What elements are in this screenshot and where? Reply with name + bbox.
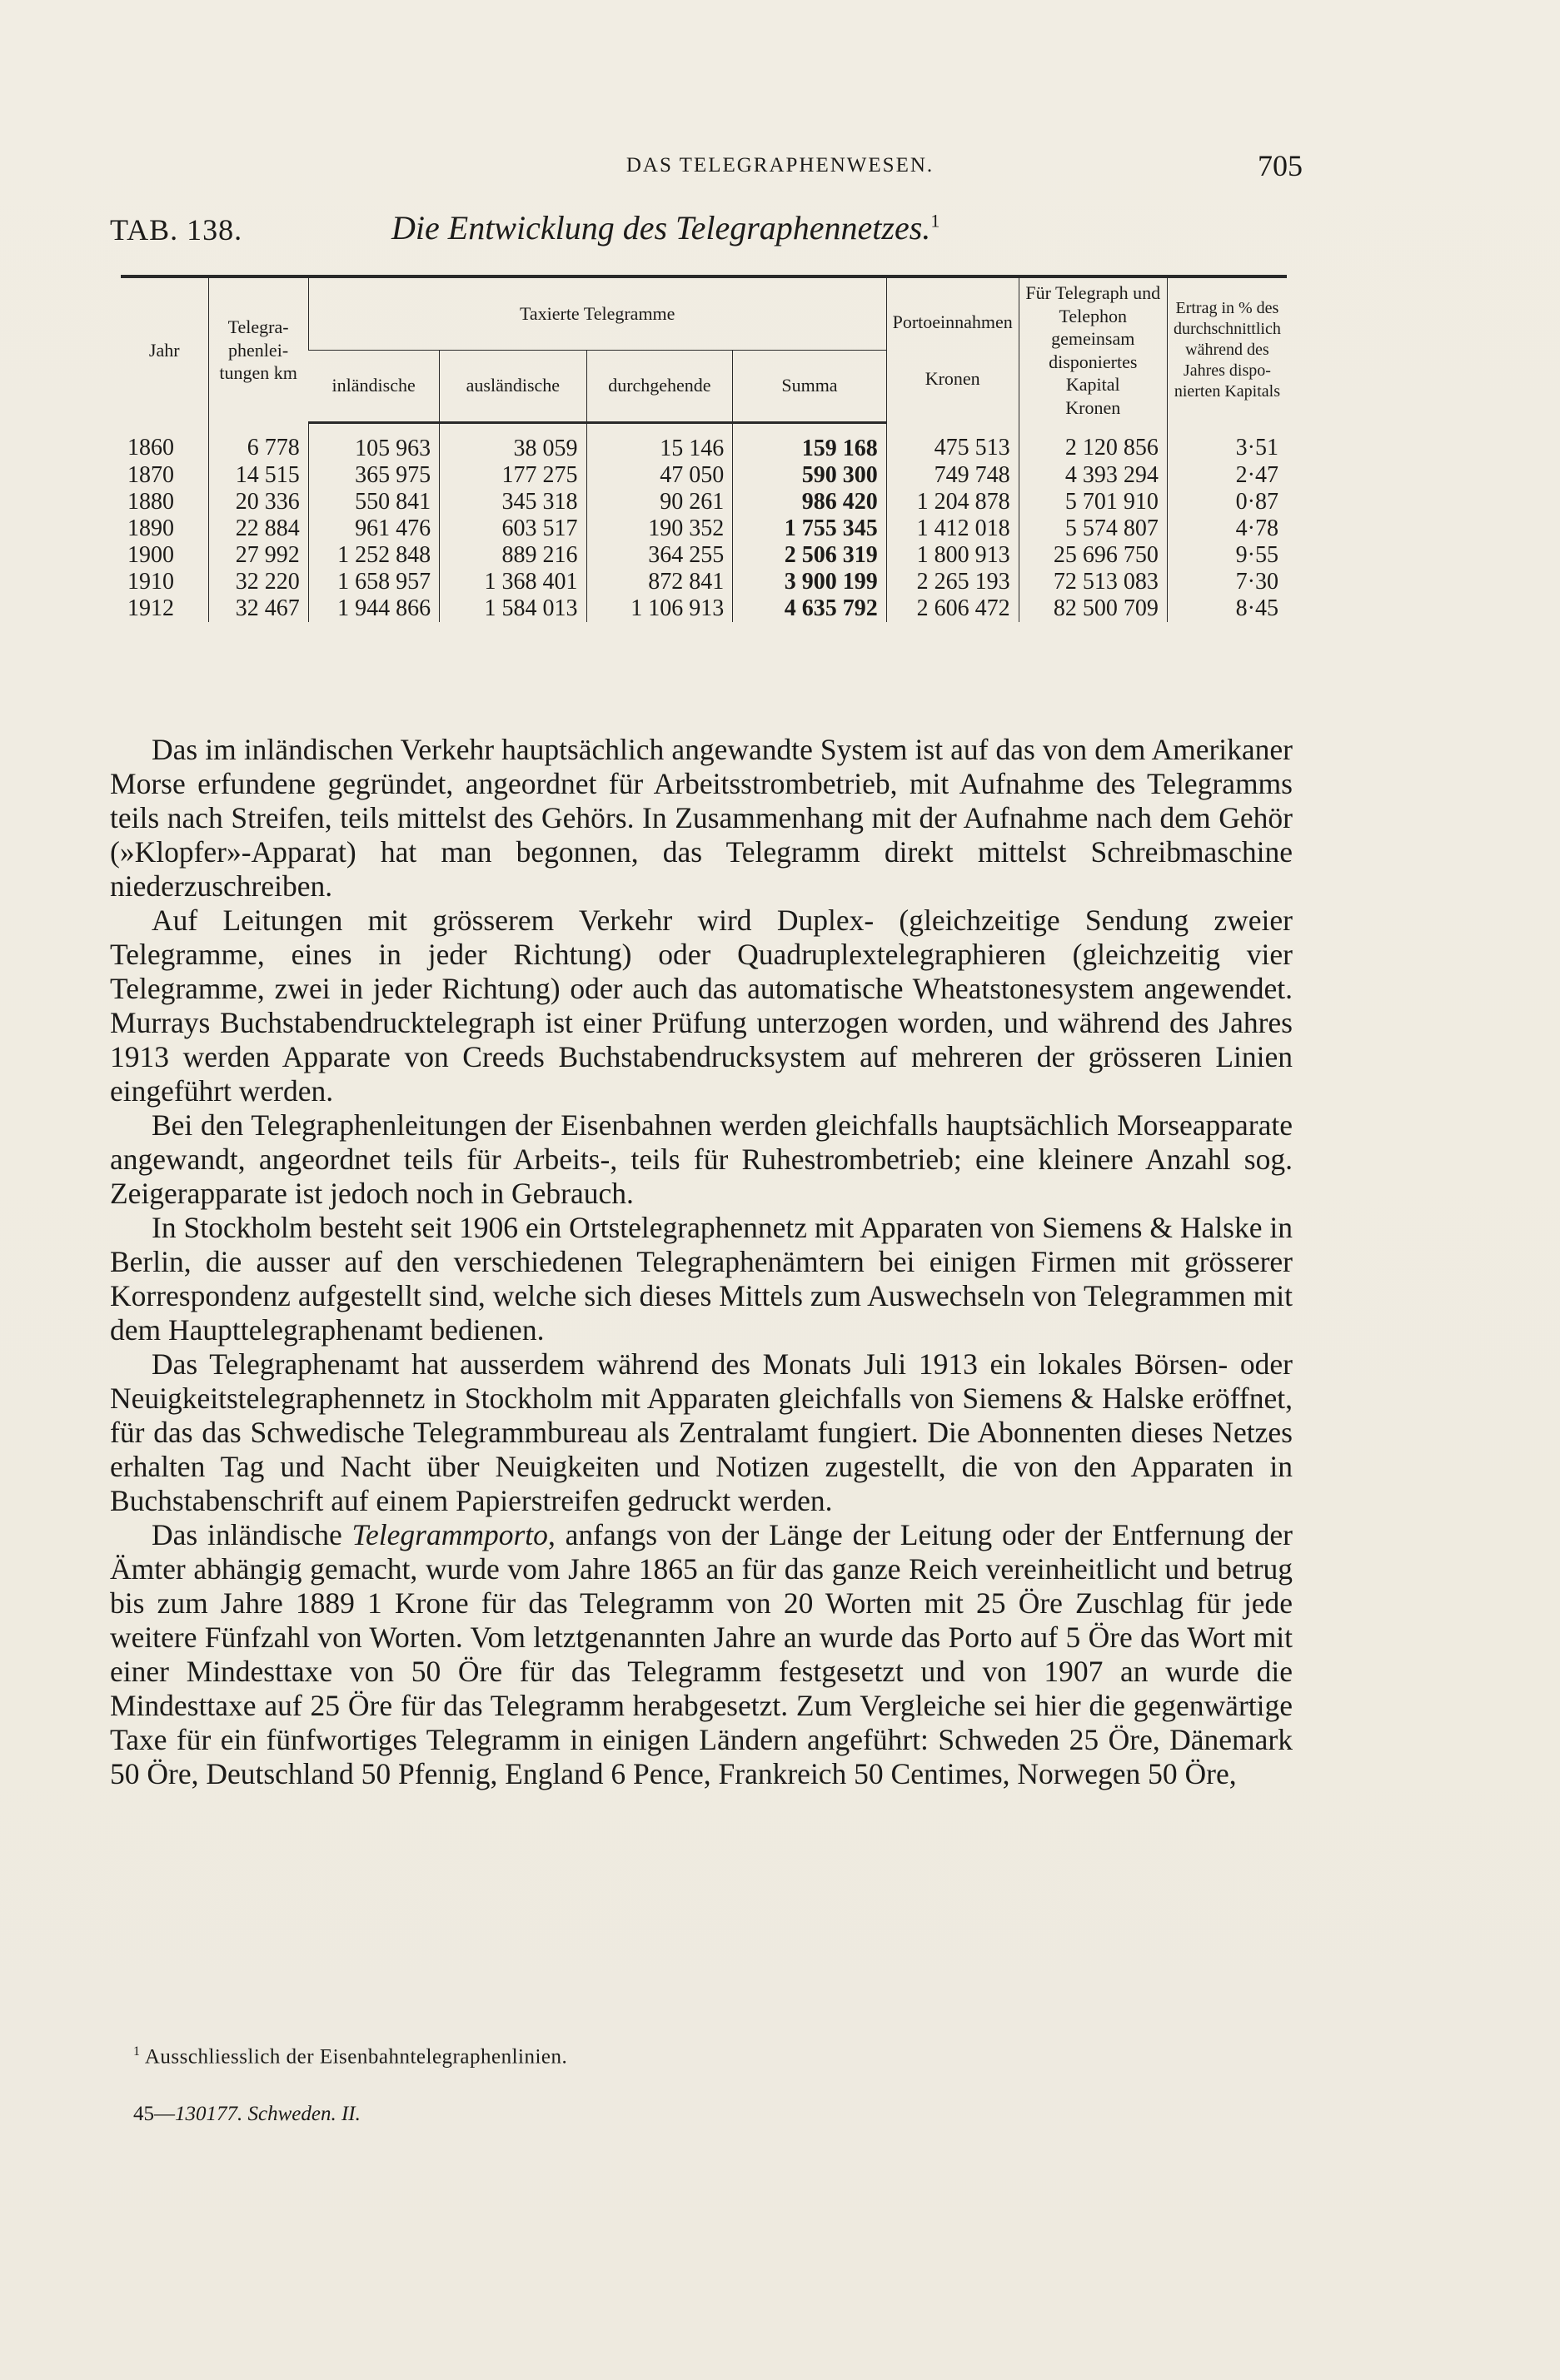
cell-transit: 190 352	[586, 515, 733, 542]
cell-transit: 872 841	[586, 569, 733, 595]
cell-postage: 1 800 913	[886, 542, 1019, 569]
cell-sum: 590 300	[733, 462, 886, 489]
printer-imprint	[133, 2103, 361, 2126]
cell-domestic: 105 963	[308, 422, 439, 462]
table-title	[391, 208, 939, 247]
porto-text-after: , anfangs von der Länge der Leitung oder der Entfernung der Ämter abhängig gemacht, wurde vom Jahre 1865 an für das ganze Reich vereinheitlicht und betrug bis zum Jahre 1889 1 Krone für das Telegramm von 20 Worten mit 25 Öre Zuschlag für jede weitere Fünfzahl von Worten. Vom letztgenannten Jahre an wurde das Porto auf 5 Öre das Wort mit einer Mindesttaxe von 50 Öre für das Telegramm festgesetzt und von 1907 an wurde die Mindesttaxe auf 25 Öre für das Telegramm herabgesetzt. Zum Vergleiche sei hier die gegenwärtige Taxe für ein fünfwortiges Telegramm in einigen Ländern angeführt: Schweden 25 Öre, Dänemark 50 Öre, Deutschland 50 Pfennig, England 6 Pence, Frankreich 50 Centimes, Norwegen 50 Öre,	[110, 1518, 1293, 1790]
cell-foreign: 1 368 401	[440, 569, 586, 595]
header-yield: Ertrag in % des durchschnittlich während des Jahres disponierten Kapitals	[1167, 276, 1287, 422]
table-row	[121, 515, 1287, 542]
header-lines: Telegraphenleitungen km	[208, 276, 308, 422]
header-postage	[886, 276, 1019, 422]
porto-italic-term: Telegrammporto	[351, 1518, 548, 1551]
cell-yield: 9·55	[1167, 542, 1287, 569]
table-row	[121, 595, 1287, 622]
cell-sum: 2 506 319	[733, 542, 886, 569]
cell-domestic: 1 658 957	[308, 569, 439, 595]
cell-sum: 4 635 792	[733, 595, 886, 622]
cell-year: 1910	[127, 568, 174, 595]
table-row	[121, 422, 1287, 462]
cell-foreign: 345 318	[440, 489, 586, 515]
header-taxed-group: Taxierte Telegramme	[308, 276, 886, 350]
cell-foreign: 177 275	[440, 462, 586, 489]
footnote-text: Ausschliesslich der Eisenbahntelegraphenlinien.	[144, 2045, 568, 2069]
cell-yield: 2·47	[1167, 462, 1287, 489]
cell-domestic: 1 944 866	[308, 595, 439, 622]
footnote	[133, 2044, 567, 2069]
cell-year: 1870	[127, 461, 174, 488]
cell-postage: 1 204 878	[886, 489, 1019, 515]
cell-postage: 2 606 472	[886, 595, 1019, 622]
cell-year: 1900	[127, 541, 174, 568]
header-foreign: ausländische	[440, 350, 586, 422]
cell-lines: 22 884	[208, 515, 308, 542]
cell-capital: 82 500 709	[1019, 595, 1167, 622]
table-row	[121, 542, 1287, 569]
cell-postage: 475 513	[886, 422, 1019, 462]
header-capital	[1019, 276, 1167, 422]
porto-text-before: Das inländische	[152, 1518, 352, 1551]
cell-yield: 8·45	[1167, 595, 1287, 622]
page-number: 705	[1258, 149, 1303, 182]
cell-lines: 14 515	[208, 462, 308, 489]
paragraph-morse-system: Das im inländischen Verkehr hauptsächlich angewandte System ist auf das von dem Amerikaner Morse erfundene gegründet, angeordnet für Arbeitsstrombetrieb, mit Aufnahme des Telegramms teils nach Streifen, teils mittelst des Gehörs. In Zusammenhang mit der Aufnahme nach dem Gehör (»Klopfer»-Apparat) hat man begonnen, das Telegramm direkt mittelst Schreibmaschine niederzuschreiben.	[110, 733, 1293, 903]
header-postage-label: Portoeinnahmen	[892, 311, 1013, 332]
paragraph-stockholm-network: In Stockholm besteht seit 1906 ein Ortstelegraphennetz mit Apparaten von Siemens & Halske in Berlin, die ausser auf den verschiedenen Telegraphenämtern bei einigen Firmen mit grösserer Korrespondenz aufgestellt sind, welche sich dieses Mittels zum Auswechseln von Telegrammen mit dem Haupttelegraphenamt bedienen.	[110, 1211, 1293, 1347]
cell-transit: 15 146	[586, 422, 733, 462]
header-postage-unit: Kronen	[925, 367, 980, 389]
body-text	[110, 733, 1293, 1791]
cell-lines: 20 336	[208, 489, 308, 515]
paragraph-news-network: Das Telegraphenamt hat ausserdem während des Monats Juli 1913 ein lokales Börsen- oder Neuigkeitstelegraphennetz in Stockholm mit Apparaten gleichfalls von Siemens & Halske eröffnet, für das das Schwedische Telegrammbureau als Zentralamt fungiert. Die Abonnenten dieses Netzes erhalten Tag und Nacht über Neuigkeiten und Notizen zugestellt, die von den Apparaten in Buchstabenschrift auf einem Papierstreifen gedruckt werden.	[110, 1347, 1293, 1517]
cell-capital: 25 696 750	[1019, 542, 1167, 569]
table-title-text: Die Entwicklung des Telegraphennetzes.	[391, 209, 931, 246]
cell-postage: 749 748	[886, 462, 1019, 489]
cell-lines: 32 220	[208, 569, 308, 595]
cell-sum: 986 420	[733, 489, 886, 515]
cell-yield: 7·30	[1167, 569, 1287, 595]
paragraph-duplex: Auf Leitungen mit grösserem Verkehr wird Duplex- (gleichzeitige Sendung zweier Telegramme, eines in jeder Richtung) oder Quadruplextelegraphieren (gleichzeitig vier Telegramme, zwei in jeder Richtung) oder auch das automatische Wheatstonesystem angewendet. Murrays Buchstabendrucktelegraph ist einer Prüfung unterzogen worden, und während des Jahres 1913 werden Apparate von Creeds Buchstabendrucksystem auf mehreren der grösseren Linien eingeführt werden.	[110, 904, 1293, 1108]
cell-year: 1890	[127, 515, 174, 541]
cell-capital: 72 513 083	[1019, 569, 1167, 595]
cell-transit: 47 050	[586, 462, 733, 489]
cell-foreign: 1 584 013	[440, 595, 586, 622]
table-label: TAB. 138.	[110, 213, 243, 246]
cell-capital: 2 120 856	[1019, 422, 1167, 462]
header-year: Jahr	[121, 276, 208, 422]
cell-capital: 4 393 294	[1019, 462, 1167, 489]
header-capital-unit: Kronen	[1065, 396, 1121, 418]
cell-year: 1880	[127, 488, 174, 515]
cell-transit: 1 106 913	[586, 595, 733, 622]
header-transit: durchgehende	[586, 350, 733, 422]
cell-sum: 1 755 345	[733, 515, 886, 542]
cell-domestic: 1 252 848	[308, 542, 439, 569]
header-sum: Summa	[733, 350, 886, 422]
table-row	[121, 569, 1287, 595]
paragraph-railway-lines: Bei den Telegraphenleitungen der Eisenbahnen werden gleichfalls hauptsächlich Morseapparate angewandt, angeordnet teils für Arbeits-, teils für Ruhestrombetrieb; eine kleinere Anzahl sog. Zeigerapparate ist jedoch noch in Gebrauch.	[110, 1108, 1293, 1210]
cell-year: 1860	[127, 434, 174, 461]
telegraph-network-table	[121, 275, 1287, 622]
table-title-footnote-mark: 1	[930, 210, 940, 232]
cell-domestic: 365 975	[308, 462, 439, 489]
cell-domestic: 961 476	[308, 515, 439, 542]
cell-postage: 2 265 193	[886, 569, 1019, 595]
paragraph-telegram-postage	[110, 1518, 1293, 1791]
cell-transit: 364 255	[586, 542, 733, 569]
cell-transit: 90 261	[586, 489, 733, 515]
cell-foreign: 38 059	[440, 422, 586, 462]
imprint-italic: 130177. Schweden. II.	[175, 2103, 361, 2125]
cell-lines: 32 467	[208, 595, 308, 622]
cell-yield: 0·87	[1167, 489, 1287, 515]
header-capital-label: Für Telegraph und Telephon gemeinsam disponiertes Kapital	[1025, 282, 1161, 395]
cell-lines: 6 778	[208, 422, 308, 462]
cell-foreign: 889 216	[440, 542, 586, 569]
header-domestic: inländische	[308, 350, 439, 422]
footnote-mark: 1	[133, 2044, 141, 2059]
cell-capital: 5 574 807	[1019, 515, 1167, 542]
cell-sum: 159 168	[733, 422, 886, 462]
cell-year: 1912	[127, 595, 174, 621]
cell-sum: 3 900 199	[733, 569, 886, 595]
cell-lines: 27 992	[208, 542, 308, 569]
cell-postage: 1 412 018	[886, 515, 1019, 542]
cell-yield: 4·78	[1167, 515, 1287, 542]
cell-capital: 5 701 910	[1019, 489, 1167, 515]
table-row	[121, 489, 1287, 515]
table-row	[121, 462, 1287, 489]
imprint-code: 45—	[133, 2103, 175, 2125]
cell-yield: 3·51	[1167, 422, 1287, 462]
running-head: DAS TELEGRAPHENWESEN.	[625, 154, 935, 177]
cell-domestic: 550 841	[308, 489, 439, 515]
cell-foreign: 603 517	[440, 515, 586, 542]
